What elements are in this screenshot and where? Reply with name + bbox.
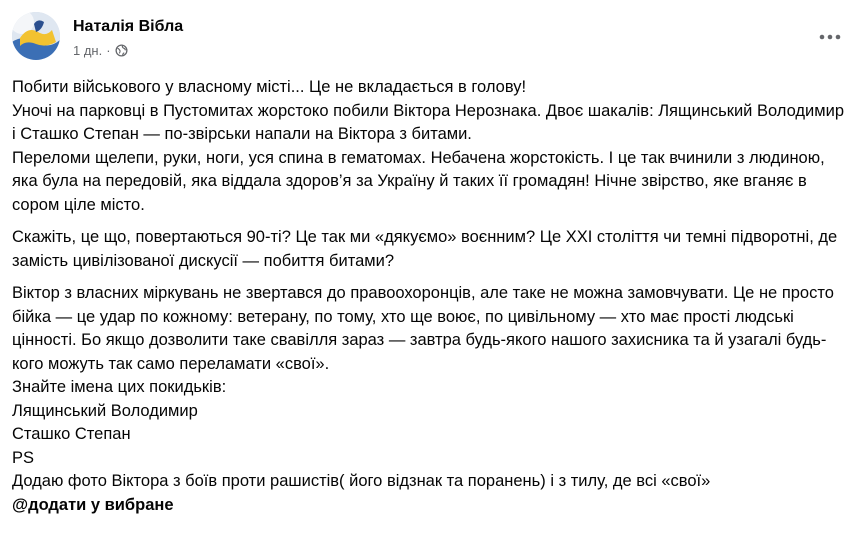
meta-separator: · <box>106 43 111 58</box>
post-paragraph: Віктор з власних міркувань не звертався до правоохоронців, але таке не можна замовчувати. Це не просто бійка — це удар по кожному: ветерану, по тому, хто ще воює, по цивільному — хто має прості людські цінності. Бо якщо дозволити таке свавілля зараз — завтра будь-якого нашого захисника та й узагалі будь-кого можуть так само переламати «свої». <box>12 284 834 373</box>
post-paragraph: Додаю фото Віктора з боїв проти рашистів( його відзнак та поранень) і з тилу, де всі «свої» <box>12 472 711 490</box>
post-timestamp[interactable]: 1 дн. <box>73 43 103 58</box>
post-paragraph: Уночі на парковці в Пустомитах жорстоко побили Віктора Нерознака. Двоє шакалів: Лящинський Володимир і Сташко Степан — по-звірськи напали на Віктора з битами. <box>12 101 845 143</box>
post-paragraph: PS <box>12 448 35 467</box>
post-paragraph: Сташко Степан <box>12 425 131 443</box>
post-paragraph: Лящинський Володимир <box>12 401 198 420</box>
more-options-icon <box>819 34 841 40</box>
author-name[interactable]: Наталія Вібла <box>73 18 184 35</box>
globe-icon[interactable] <box>115 44 128 57</box>
post-paragraph: Переломи щелепи, руки, ноги, уся спина в гематомах. Небачена жорстокість. І це так вчинили з людиною, яка була на передовій, яка віддала здоров’я за Україну й таких її громадян! Нічне звірство, яке вганяє в сором ціле місто. <box>12 148 825 214</box>
avatar-image <box>12 12 60 60</box>
post-paragraph: Скажіть, це що, повертаються 90-ті? Це так ми «дякуємо» воєнним? Це XXI століття чи темні підворотні, де замість цивілізованої дискусії — побиття битами? <box>12 228 838 270</box>
post-paragraph: Знайте імена цих покидьків: <box>12 378 227 396</box>
more-options-button[interactable] <box>812 24 848 50</box>
post-body <box>12 76 852 517</box>
post-meta <box>73 43 128 58</box>
post-header <box>12 12 848 60</box>
mention-link[interactable]: @додати у вибране <box>12 495 174 514</box>
avatar[interactable] <box>12 12 60 60</box>
post-paragraph: Побити військового у власному місті... Це не вкладається в голову! <box>12 78 527 96</box>
